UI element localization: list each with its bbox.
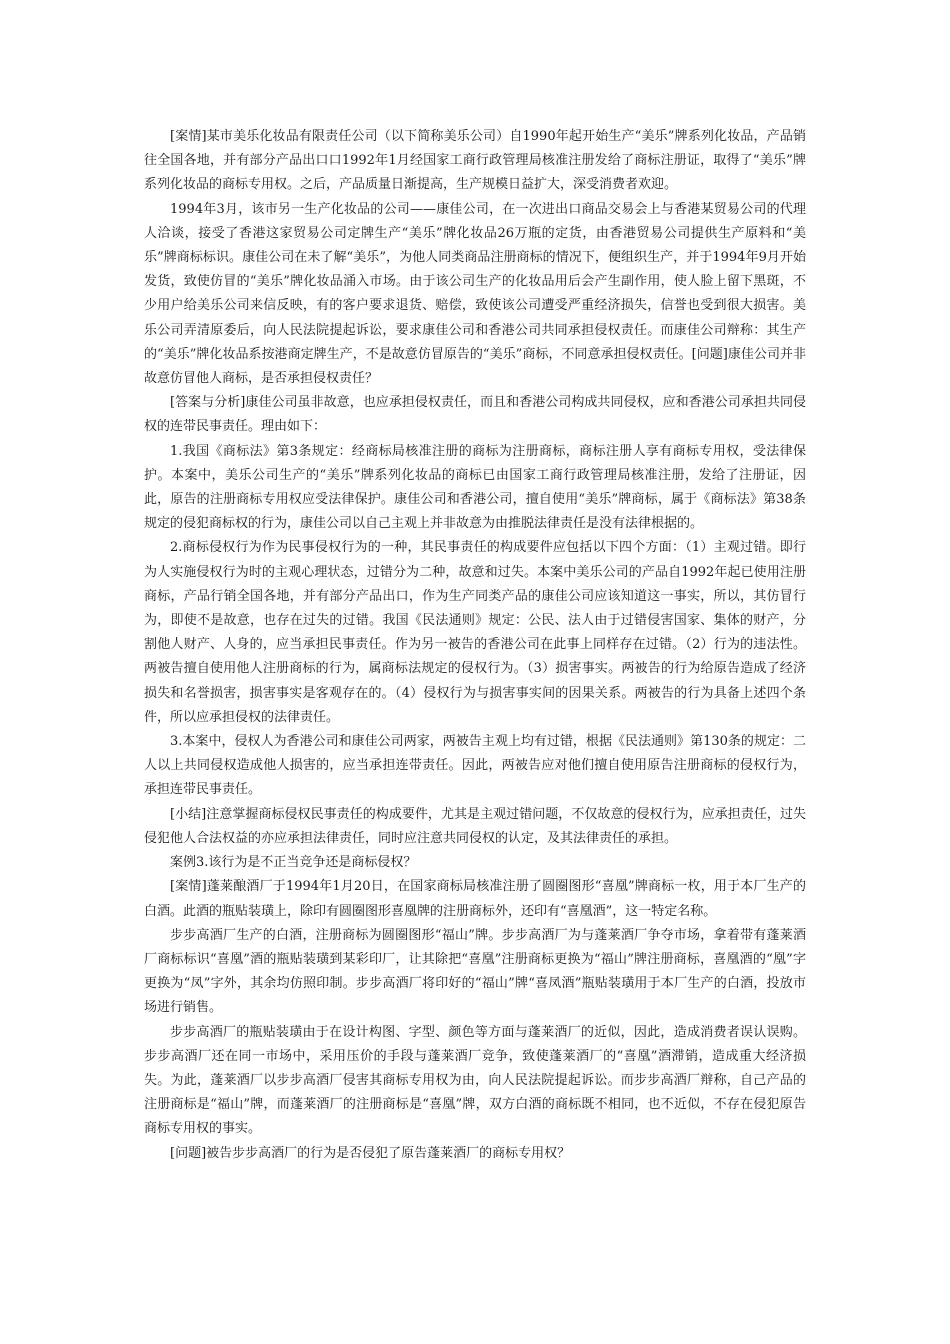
- paragraph-case-3-dispute: 步步高酒厂的瓶贴装璜由于在设计构图、字型、颜色等方面与蓬莱酒厂的近似，因此，造成消费者误认误购。步步高酒厂还在同一市场中，采用压价的手段与蓬莱酒厂竞争，致使蓬莱酒厂的“喜凰”酒滞销，造成重大经济损失。为此，蓬莱酒厂以步步高酒厂侵害其商标专用权为由，向人民法院提起诉讼。而步步高酒厂辩称，自己产品的注册商标是“福山”牌，而蓬莱酒厂的注册商标是“喜凰”牌，双方白酒的商标既不相同，也不近似，不存在侵犯原告商标专用权的事实。: [144, 1024, 806, 1137]
- paragraph-summary: [小结]注意掌握商标侵权民事责任的构成要件，尤其是主观过错问题，不仅故意的侵权行为，应承担责任，过失侵犯他人合法权益的亦应承担法律责任，同时应注意共同侵权的认定，及其法律责任的承担。: [144, 806, 806, 846]
- paragraph-case-continued: 1994年3月，该市另一生产化妆品的公司——康佳公司，在一次进出口商品交易会上与香港某贸易公司的代理人洽谈，接受了香港这家贸易公司定牌生产“美乐”牌化妆品26万瓶的定货，由香港贸易公司提供生产原料和“美乐”牌商标标识。康佳公司在未了解“美乐”，为他人同类商品注册商标的情况下，便组织生产，并于1994年9月开始发货，致使仿冒的“美乐”牌化妆品涌入市场。由于该公司生产的化妆品用后会产生副作用，使人脸上留下黑斑，不少用户给美乐公司来信反映，有的客户要求退货、赔偿，致使该公司遭受严重经济损失，信誉也受到很大损害。美乐公司弄清原委后，向人民法院提起诉讼，要求康佳公司和香港公司共同承担侵权责任。而康佳公司辩称：其生产的“美乐”牌化妆品系按港商定牌生产，不是故意仿冒原告的“美乐”商标，不同意承担侵权责任。[问题]康佳公司并非故意仿冒他人商标，是否承担侵权责任？: [144, 201, 806, 387]
- paragraph-answer-analysis: [答案与分析]康佳公司虽非故意，也应承担侵权责任，而且和香港公司构成共同侵权，应和香港公司承担共同侵权的连带民事责任。理由如下：: [144, 395, 806, 435]
- paragraph-reason-1: 1.我国《商标法》第3条规定：经商标局核准注册的商标为注册商标，商标注册人享有商标专用权，受法律保护。本案中，美乐公司生产的“美乐”牌系列化妆品的商标已由国家工商行政管理局核准注册，发给了注册证，因此，原告的注册商标专用权应受法律保护。康佳公司和香港公司，擅自使用“美乐”牌商标，属于《商标法》第38条规定的侵犯商标权的行为，康佳公司以自己主观上并非故意为由推脱法律责任是没有法律根据的。: [144, 443, 806, 532]
- paragraph-reason-3: 3.本案中，侵权人为香港公司和康佳公司两家，两被告主观上均有过错，根据《民法通则》第130条的规定：二人以上共同侵权造成他人损害的，应当承担连带责任。因此，两被告应对他们擅自使用原告注册商标的侵权行为，承担连带民事责任。: [144, 734, 806, 798]
- paragraph-case-3-facts: [案情]蓬莱酿酒厂于1994年1月20日，在国家商标局核准注册了圆圈图形“喜凰”牌商标一枚，用于本厂生产的白酒。此酒的瓶贴装璜上，除印有圆圈图形喜凰牌的注册商标外，还印有“喜凰酒”，这一特定名称。: [144, 879, 806, 919]
- paragraph-case-facts: [案情]某市美乐化妆品有限责任公司（以下简称美乐公司）自1990年起开始生产“美乐”牌系列化妆品，产品销往全国各地，并有部分产品出口口1992年1月经国家工商行政管理局核准注册发给了商标注册证，取得了“美乐”牌系列化妆品的商标专用权。之后，产品质量日渐提高，生产规模日益扩大，深受消费者欢迎。: [144, 129, 806, 193]
- paragraph-case-3-defendant: 步步高酒厂生产的白酒，注册商标为圆圈图形“福山”牌。步步高酒厂为与蓬莱酒厂争夺市场，拿着带有蓬莱酒厂商标标识“喜凰”酒的瓶贴装璜到某彩印厂，让其除把“喜凰”注册商标更换为“福山”牌注册商标，喜凰酒的“凰”字更换为“凤”字外，其余均仿照印制。步步高酒厂将印好的“福山”牌“喜凤酒”瓶贴装璜用于本厂生产的白酒，投放市场进行销售。: [144, 927, 806, 1016]
- paragraph-case-3-question: [问题]被告步步高酒厂的行为是否侵犯了原告蓬莱酒厂的商标专用权？: [170, 1145, 571, 1161]
- document-body: [144, 125, 806, 1166]
- paragraph-reason-2: 2.商标侵权行为作为民事侵权行为的一种，其民事责任的构成要件应包括以下四个方面：（1）主观过错。即行为人实施侵权行为时的主观心理状态，过错分为二种，故意和过失。本案中美乐公司的产品自1992年起已使用注册商标，产品行销全国各地，并有部分产品出口，作为生产同类产品的康佳公司应该知道这一事实，所以，其仿冒行为，即使不是故意，也存在过失的过错。我国《民法通则》规定：公民、法人由于过错侵害国家、集体的财产，分割他人财产、人身的，应当承担民事责任。作为另一被告的香港公司在此事上同样存在过错。（2）行为的违法性。两被告擅自使用他人注册商标的行为，属商标法规定的侵权行为。（3）损害事实。两被告的行为给原告造成了经济损失和名誉损害，损害事实是客观存在的。（4）侵权行为与损害事实间的因果关系。两被告的行为具备上述四个条件，所以应承担侵权的法律责任。: [144, 540, 806, 725]
- paragraph-case-3-heading: 案例3.该行为是不正当竞争还是商标侵权？: [170, 855, 417, 871]
